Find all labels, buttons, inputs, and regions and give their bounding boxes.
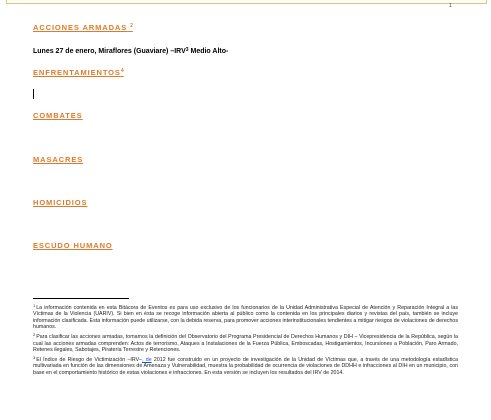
footnote-text: Para clasificar las acciones armadas, tomamos la definición del Observatorio del Programa Presidencial de Derechos Humanos y DIH – Vicepresidencia de la República, según la cual las acciones armadas comprenden: Actos de terrorismo, Ataques a Instalaciones de la Fuerza Pública, Emboscadas, Hostigamientos, Incursiones a Población, Paro Armado, Retenes ilegales, Sabotajes, Piratería Terrestre y Retenciones. <box>33 334 458 353</box>
footnote-1 <box>33 303 458 331</box>
footnote-ref-4[interactable]: 4 <box>120 68 124 74</box>
event-text: Lunes 27 de enero, Miraflores (Guaviare) –IRV <box>33 48 186 55</box>
footnote-ref-2[interactable]: 2 <box>130 23 133 29</box>
footnote-3 <box>33 355 458 376</box>
heading-acciones-armadas <box>33 23 133 32</box>
footnote-number: 1 <box>33 303 36 308</box>
footnote-number: 2 <box>33 332 36 338</box>
footnote-2 <box>33 332 458 353</box>
heading-combates: COMBATES <box>33 111 83 120</box>
footnotes <box>33 303 458 378</box>
footnote-text-cont: 2012 fue construido en un proyecto de investigación de la Unidad de Víctimas que, a través de una metodología estadística multivariada en función de las dimensiones de Amenaza y Vulnerabilidad, muestra la probabilidad de ocurrencia de violaciones de DDHH e infracciones al DIH en un municipio, con base en el comportamiento histórico de estas violaciones e infracciones. En esta versión se incluyen los resultados del IRV de 2014. <box>33 356 458 376</box>
footnote-text: La información contenida en esta Bitácora de Eventos es para uso exclusivo de los funcionarios de la Unidad Administrativa Especial de Atención y Reparación Integral a las Víctimas de la Violencia (UARIV). Si bien en ésta se recoge información abierta al público como la contenida en los principales diarios y revistas del país, también se incluye información clasificada. Esta información puede utilizarse, con la debida reserva, para promover acciones interinstitucionales tendientes a mitigar riesgos de violaciones de derechos humanos. <box>33 305 458 331</box>
footnote-separator <box>33 298 129 299</box>
heading-enfrentamientos-label: ENFRENTAMIENTOS <box>33 68 121 77</box>
heading-escudo-humano: ESCUDO HUMANO <box>33 241 113 250</box>
text-cursor <box>33 89 34 99</box>
heading-acciones-label: ACCIONES ARMADAS <box>33 23 128 32</box>
header-border <box>6 0 487 4</box>
heading-homicidios: HOMICIDIOS <box>33 198 88 207</box>
footnote-link[interactable]: , de <box>142 356 152 363</box>
event-risk-level: Medio Alto- <box>188 48 229 55</box>
heading-enfrentamientos <box>33 68 124 77</box>
footnote-number: 3 <box>33 354 36 360</box>
event-entry <box>33 47 228 55</box>
footnote-text: El Índice de Riesgo de Victimización –IRV– <box>36 356 143 363</box>
footnote-ref-3[interactable]: 3 <box>185 47 189 53</box>
heading-masacres: MASACRES <box>33 155 84 164</box>
page-number: 1 <box>449 3 452 9</box>
